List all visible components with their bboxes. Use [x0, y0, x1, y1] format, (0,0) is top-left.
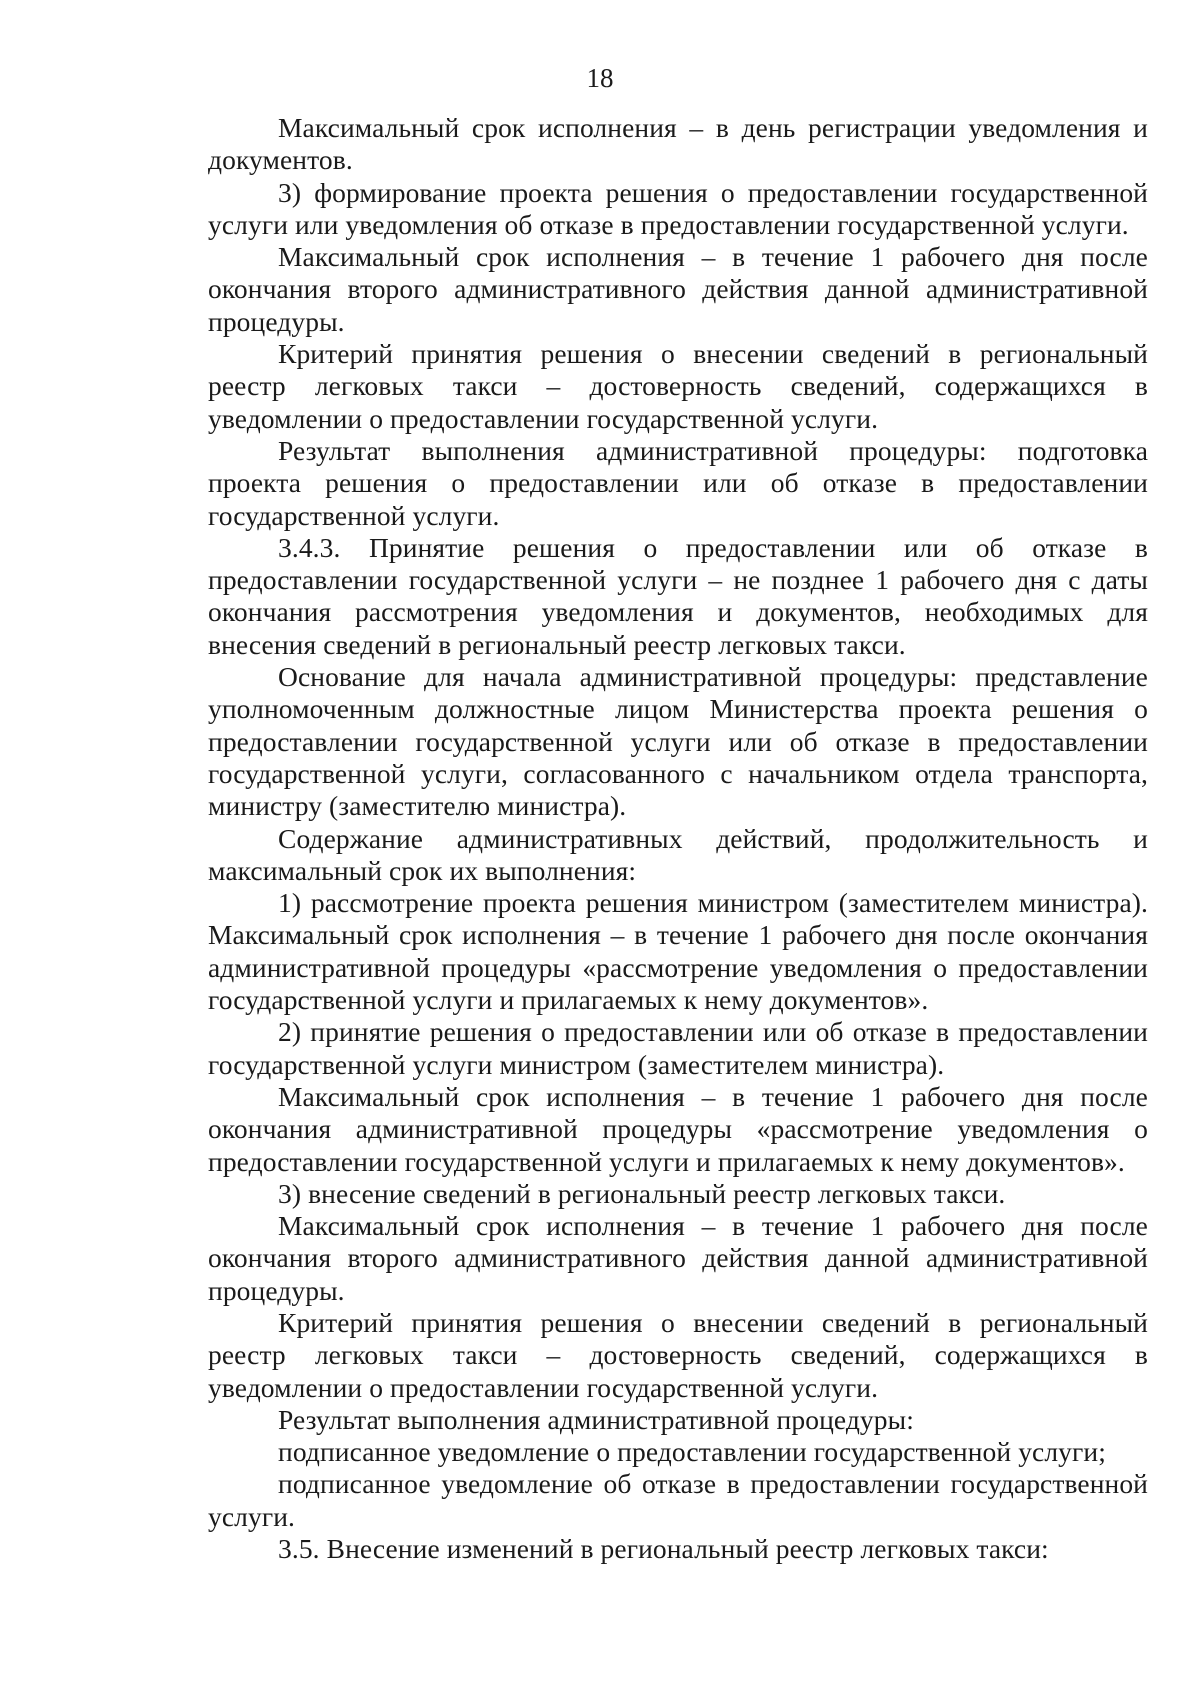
- paragraph: 1) рассмотрение проекта решения министром (заместителем министра). Максимальный срок исполнения – в течение 1 рабочего дня после окончания административной процедуры «рассмотрение уведомления о предоставлении государственной услуги и прилагаемых к нему документов».: [208, 887, 1148, 1016]
- paragraph: Содержание административных действий, продолжительность и максимальный срок их выполнения:: [208, 822, 1148, 886]
- paragraph: 3) формирование проекта решения о предоставлении государственной услуги или уведомления об отказе в предоставлении государственной услуги.: [208, 176, 1148, 240]
- paragraph: 3.5. Внесение изменений в региональный реестр легковых такси:: [278, 1533, 1049, 1565]
- paragraph: Результат выполнения административной процедуры: подготовка проекта решения о предоставлении или об отказе в предоставлении государственной услуги.: [208, 434, 1148, 531]
- paragraph: Максимальный срок исполнения – в течение 1 рабочего дня после окончания административной процедуры «рассмотрение уведомления о предоставлении государственной услуги и прилагаемых к нему документов».: [208, 1080, 1148, 1177]
- paragraph: Максимальный срок исполнения – в день регистрации уведомления и документов.: [208, 112, 1148, 176]
- document-body: [208, 112, 1148, 1565]
- paragraph: Максимальный срок исполнения – в течение 1 рабочего дня после окончания второго административного действия данной административной процедуры.: [208, 241, 1148, 337]
- paragraph: 3.4.3. Принятие решения о предоставлении или об отказе в предоставлении государственной услуги – не позднее 1 рабочего дня с даты окончания рассмотрения уведомления и документов, необходимых для внесения сведений в региональный реестр легковых такси.: [208, 531, 1148, 660]
- paragraph: Максимальный срок исполнения – в течение 1 рабочего дня после окончания второго административного действия данной административной процедуры.: [208, 1210, 1148, 1306]
- paragraph: Критерий принятия решения о внесении сведений в региональный реестр легковых такси – достоверность сведений, содержащихся в уведомлении о предоставлении государственной услуги.: [208, 338, 1148, 434]
- paragraph: подписанное уведомление об отказе в предоставлении государственной услуги.: [208, 1468, 1148, 1532]
- paragraph: Результат выполнения административной процедуры:: [278, 1403, 914, 1435]
- paragraph: 2) принятие решения о предоставлении или об отказе в предоставлении государственной услуги министром (заместителем министра).: [208, 1016, 1148, 1080]
- paragraph: Основание для начала административной процедуры: представление уполномоченным должностные лицом Министерства проекта решения о предоставлении государственной услуги или об отказе в предоставлении государственной услуги, согласованного с начальником отдела транспорта, министру (заместителю министра).: [208, 661, 1148, 822]
- paragraph: подписанное уведомление о предоставлении государственной услуги;: [278, 1436, 1106, 1468]
- paragraph: 3) внесение сведений в региональный реестр легковых такси.: [278, 1177, 1006, 1209]
- page-number: 18: [586, 63, 614, 93]
- paragraph: Критерий принятия решения о внесении сведений в региональный реестр легковых такси – достоверность сведений, содержащихся в уведомлении о предоставлении государственной услуги.: [208, 1306, 1148, 1403]
